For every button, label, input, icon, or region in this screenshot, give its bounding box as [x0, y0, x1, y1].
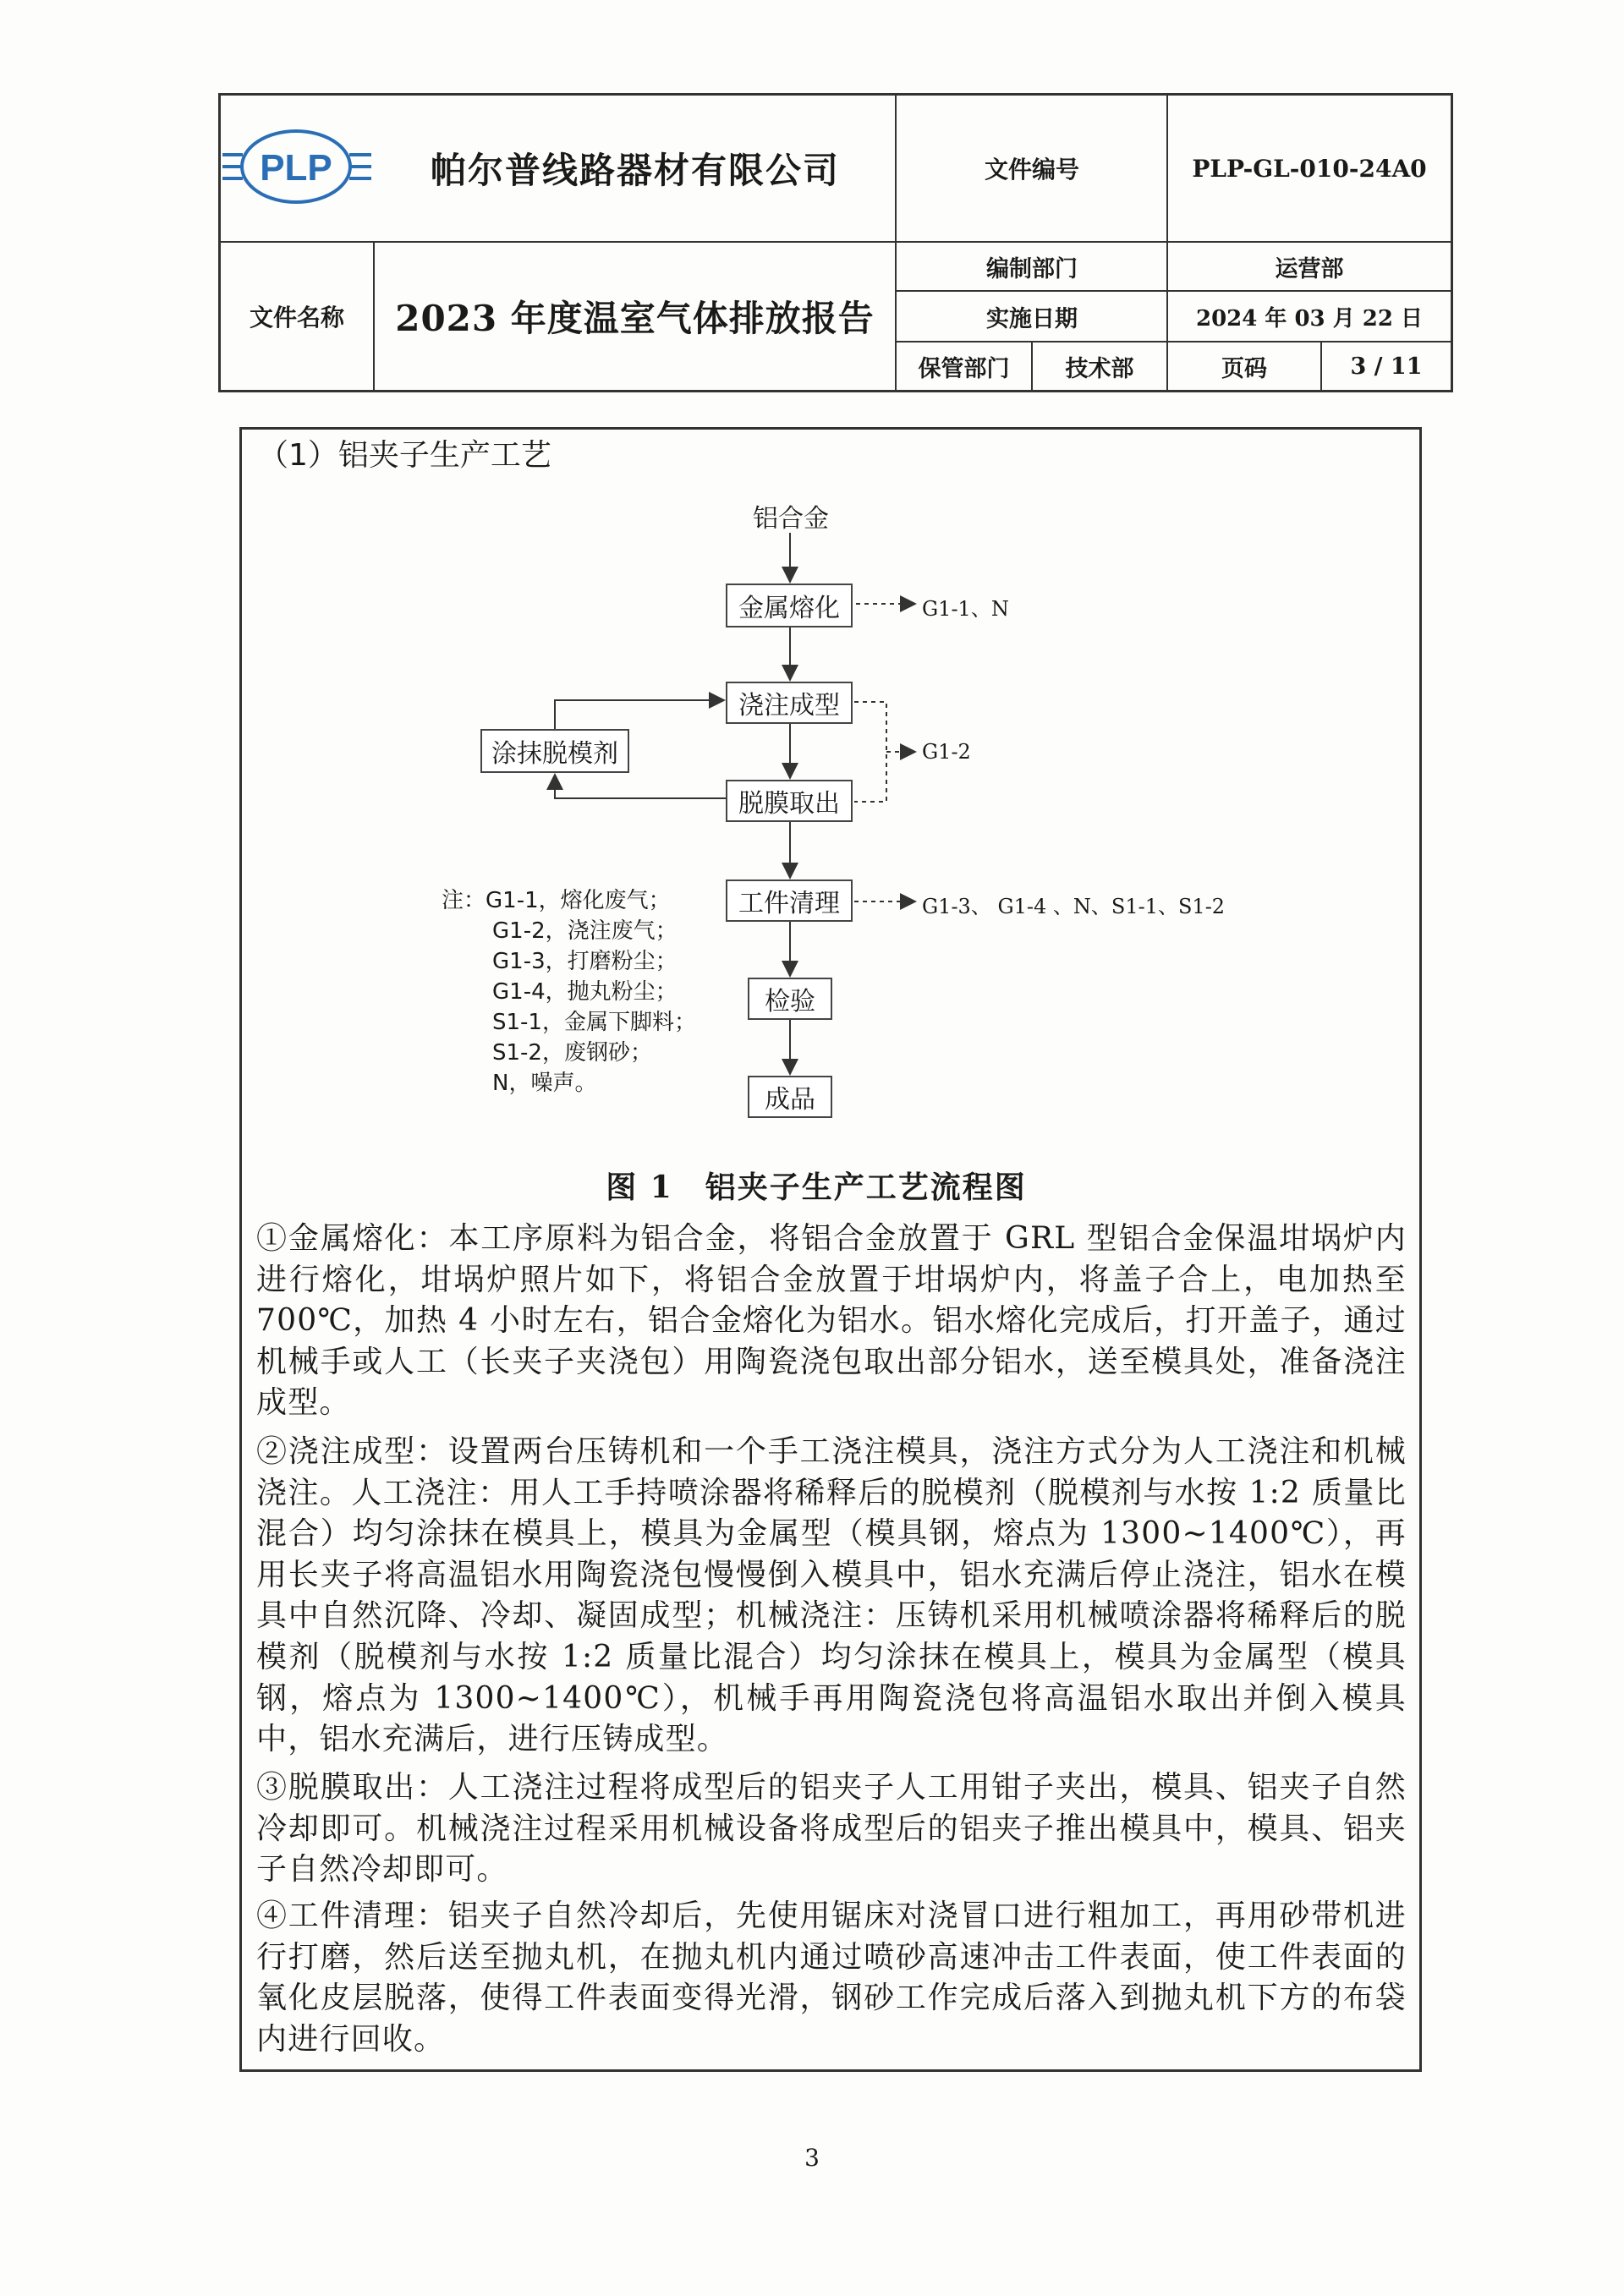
custody-value: 技术部 [1065, 355, 1134, 382]
section-title: （1）铝夹子生产工艺 [258, 438, 551, 473]
flow-note-line: 注：G1-1，熔化废气； [442, 888, 671, 913]
arrow-release-cast [555, 700, 724, 729]
paragraph-melting: ①金属熔化：本工序原料为铝合金，将铝合金放置于 GRL 型铝合金保温坩埚炉内进行熔化，坩埚炉照片如下，将铝合金放置于坩埚炉内，将盖子合上，电加热至 700℃，加热 4 小时左右，铝合金熔化为铝水。铝水熔化完成后，打开盖子，通过机械手或人工（长夹子夹浇包）用陶瓷浇包取出部分铝水，送至模具处，准备浇注成型。 [256, 1221, 1407, 1421]
flow-note-line: G1-3，打磨粉尘； [492, 949, 678, 974]
doc-name-label: 文件名称 [249, 304, 344, 332]
page-value: 3 / 11 [1350, 353, 1423, 380]
flow-step-melt: 金属熔化 [726, 584, 853, 627]
doc-no-label: 文件编号 [984, 156, 1079, 184]
date-label: 实施日期 [986, 305, 1078, 332]
flow-note-line: N，噪声。 [492, 1071, 597, 1096]
flow-step-product: 成品 [748, 1076, 832, 1118]
flow-step-cast: 浇注成型 [726, 682, 853, 724]
dept-label: 编制部门 [986, 255, 1078, 282]
flow-output-melt: G1-1、N [922, 597, 1009, 621]
dept-value: 运营部 [1275, 255, 1344, 282]
flow-output-cast: G1-2 [922, 740, 971, 764]
flow-step-inspect: 检验 [748, 978, 832, 1020]
logo-text: PLP [260, 147, 332, 189]
flow-step-release-agent: 涂抹脱模剂 [480, 729, 629, 773]
paragraph-demolding: ③脱膜取出：人工浇注过程将成型后的铝夹子人工用钳子夹出，模具、铝夹子自然冷却即可。机械浇注过程采用机械设备将成型后的铝夹子推出模具中，模具、铝夹子自然冷却即可。 [256, 1770, 1407, 1888]
paragraph-casting: ②浇注成型：设置两台压铸机和一个手工浇注模具，浇注方式分为人工浇注和机械浇注。人工浇注：用人工手持喷涂器将稀释后的脱模剂（脱模剂与水按 1:2 质量比混合）均匀涂抹在模具上，模具为金属型（模具钢，熔点为 1300~1400℃），再用长夹子将高温铝水用陶瓷浇包慢慢倒入模具中，铝水充满后停止浇注，铝水在模具中自然沉降、冷却、凝固成型；机械浇注：压铸机采用机械喷涂器将稀释后的脱模剂（脱模剂与水按 1:2 质量比混合）均匀涂抹在模具上，模具为金属型（模具钢，熔点为 1300~1400℃），机械手再用陶瓷浇包将高温铝水取出并倒入模具中，铝水充满后，进行压铸成型。 [256, 1434, 1407, 1757]
company-name: 帕尔普线路器材有限公司 [430, 150, 840, 191]
doc-no-value: PLP-GL-010-24A0 [1192, 154, 1427, 183]
flow-step-clean: 工件清理 [726, 879, 853, 922]
paragraph-cleaning: ④工件清理：铝夹子自然冷却后，先使用锯床对浇冒口进行粗加工，再用砂带机进行打磨，然后送至抛丸机，在抛丸机内通过喷砂高速冲击工件表面，使工件表面的氧化皮层脱落，使得工件表面变得光滑，钢砂工作完成后落入到抛丸机下方的布袋内进行回收。 [256, 1899, 1407, 2057]
page-label: 页码 [1221, 355, 1267, 382]
flow-note-line: G1-2，浇注废气； [492, 918, 678, 944]
flow-input-label: 铝合金 [753, 504, 829, 534]
flow-output-clean: G1-3、 G1-4 、N、S1-1、S1-2 [922, 895, 1226, 918]
arrow-demold-release [555, 775, 726, 798]
flow-note-line: S1-2，废钢砂； [492, 1040, 652, 1066]
flow-note-line: G1-4，抛丸粉尘； [492, 979, 678, 1005]
figure-caption: 图 1 铝夹子生产工艺流程图 [606, 1170, 1027, 1205]
date-value: 2024 年 03 月 22 日 [1196, 305, 1423, 332]
flow-note-line: S1-1，金属下脚料； [492, 1010, 696, 1035]
custody-label: 保管部门 [918, 355, 1010, 382]
dashed-bracket-cast-demold [854, 702, 886, 802]
doc-name-value: 2023 年度温室气体排放报告 [395, 298, 875, 339]
page-number: 3 [804, 2144, 820, 2172]
flow-step-demold: 脱膜取出 [726, 780, 853, 822]
